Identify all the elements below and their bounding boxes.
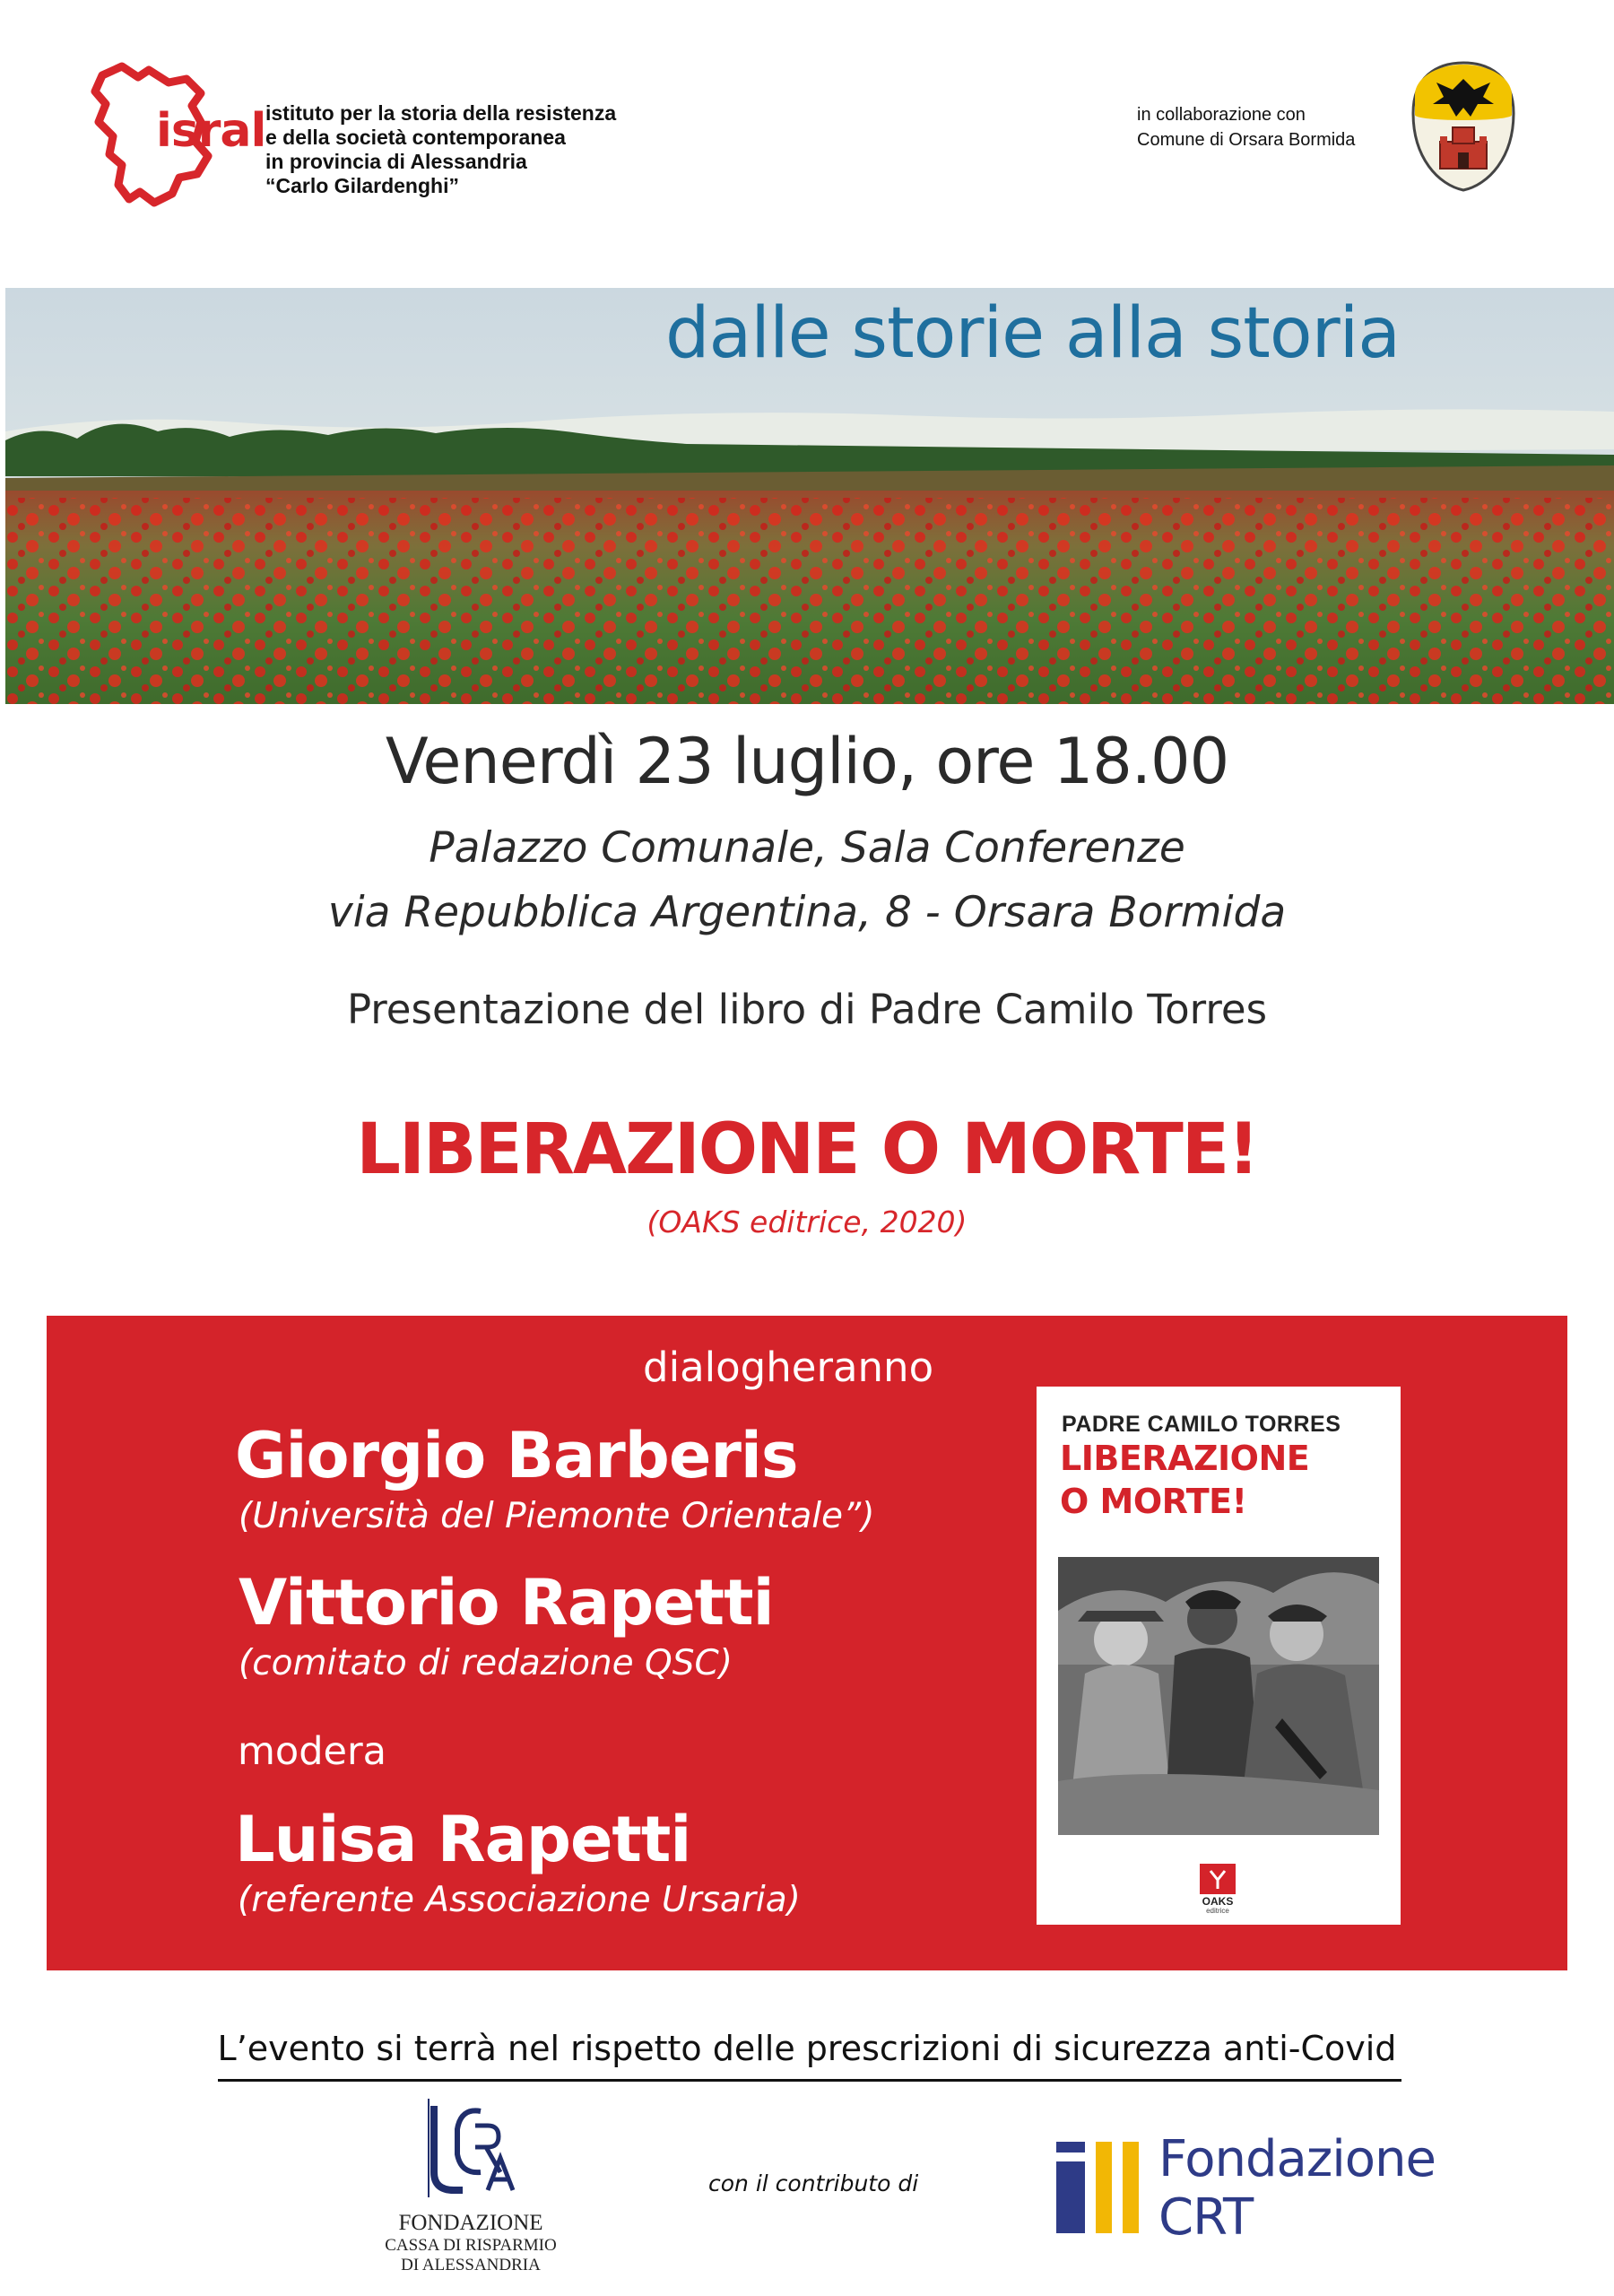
- collab-line: in collaborazione con: [1137, 105, 1306, 125]
- venue-line-2: via Repubblica Argentina, 8 - Orsara Bormida: [327, 888, 1287, 937]
- cover-author: PADRE CAMILO TORRES: [1062, 1412, 1341, 1437]
- venue-line-1: Palazzo Comunale, Sala Conferenze: [429, 823, 1185, 873]
- book-cover: [1037, 1387, 1401, 1925]
- oaks-mark: OAKS: [1202, 1895, 1234, 1908]
- fcr-line: DI ALESSANDRIA: [401, 2256, 541, 2274]
- collab-line: Comune di Orsara Bormida: [1137, 130, 1356, 150]
- presentation-line: Presentazione del libro di Padre Camilo Torres: [346, 986, 1268, 1033]
- fondazione-cra-name: [350, 2211, 592, 2275]
- speaker-role: (Università del Piemonte Orientale”): [239, 1496, 875, 1536]
- event-date-time: Venerdì 23 luglio, ore 18.00: [385, 725, 1229, 798]
- comune-crest-icon: [1408, 59, 1519, 194]
- cover-title-line: LIBERAZIONE: [1060, 1439, 1310, 1478]
- crt-name-line: CRT: [1158, 2188, 1254, 2247]
- moderator-role: (referente Associazione Ursaria): [238, 1880, 801, 1920]
- book-publisher: (OAKS editrice, 2020): [646, 1205, 968, 1239]
- speaker-role: (comitato di redazione QSC): [239, 1643, 733, 1683]
- isral-logo: [86, 59, 265, 212]
- cover-title-line: O MORTE!: [1060, 1482, 1247, 1521]
- moderator-label: modera: [238, 1729, 386, 1774]
- oaks-logo: [1200, 1864, 1236, 1914]
- banner-title: dalle storie alla storia: [665, 293, 1401, 374]
- fcr-line: FONDAZIONE: [398, 2211, 543, 2235]
- speaker-name: Vittorio Rapetti: [239, 1566, 774, 1639]
- isral-institute-name: [265, 101, 616, 198]
- oaks-sub: editrice: [1206, 1907, 1229, 1914]
- speaker-name: Giorgio Barberis: [235, 1419, 798, 1492]
- cover-photo: [1058, 1557, 1379, 1835]
- fondazione-crt-mark-icon: [1056, 2142, 1146, 2233]
- isral-line: e della società contemporanea: [265, 126, 566, 149]
- isral-line: “Carlo Gilardenghi”: [265, 174, 459, 197]
- fcr-line: CASSA DI RISPARMIO: [385, 2236, 557, 2255]
- cra-monogram-icon: [375, 2090, 563, 2215]
- isral-wordmark: isral: [156, 104, 266, 158]
- moderator-name: Luisa Rapetti: [235, 1803, 691, 1876]
- dialog-label: dialogheranno: [643, 1344, 934, 1391]
- book-title: LIBERAZIONE O MORTE!: [356, 1109, 1258, 1190]
- covid-note: L’evento si terrà nel rispetto delle prescrizioni di sicurezza anti-Covid: [217, 2029, 1397, 2068]
- isral-line: istituto per la storia della resistenza: [265, 101, 617, 125]
- divider: [218, 2079, 1401, 2082]
- contribution-note: con il contributo di: [708, 2170, 919, 2196]
- isral-line: in provincia di Alessandria: [265, 150, 527, 173]
- crt-name-line: Fondazione: [1158, 2130, 1436, 2188]
- collaboration-note: [1137, 102, 1355, 152]
